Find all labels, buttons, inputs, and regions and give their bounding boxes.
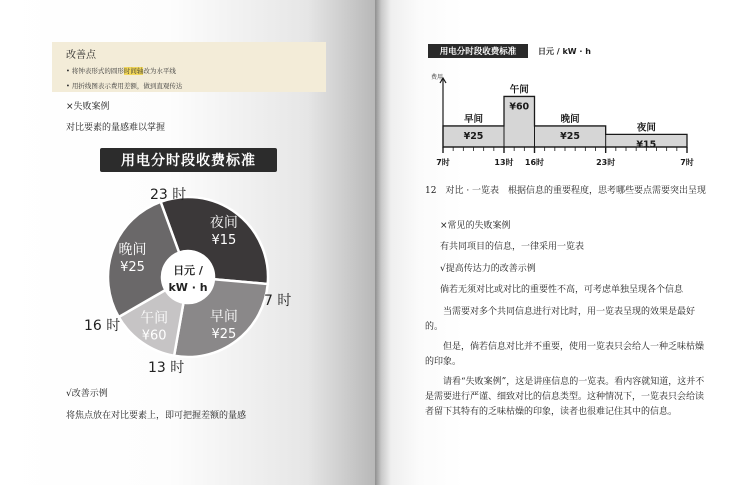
pie-segment-name-0: 夜间	[209, 215, 238, 232]
x-tick-label-0: 7时	[436, 158, 450, 167]
pie-segment-price-1: ¥25	[211, 326, 237, 342]
tip-line-1: • 将钟表形式的圆形时间轴改为水平线	[66, 67, 176, 75]
right-good-text: 倘若无须对比或对比的重要性不高，可考虑单独呈现各个信息	[440, 285, 684, 295]
right-good-heading: √提高传达力的改善示例	[440, 264, 536, 274]
pie-segment-price-0: ¥15	[211, 233, 237, 249]
pie-chart-title: 用电分时段收费标准	[100, 148, 277, 172]
y-axis-label: 费用	[431, 74, 444, 81]
step-segment-price-2: ¥25	[560, 130, 581, 142]
section-12-line1: 12 对比 · 一览表 根据信息的重要程度，思考哪些要点需要突出呈现	[425, 186, 707, 196]
step-chart-title: 用电分时段收费标准	[428, 44, 528, 58]
paragraph-3: 请看“失败案例”，这是讲座信息的一览表。看内容就知道，这并不是需要进行严谨、细致对比的信息类型。这种情况下，一览表只会给读者留下其特有的乏味枯燥的印象，读者也很难记住其中的信息。	[425, 377, 705, 417]
fail-label: ×失败案例	[66, 102, 110, 112]
right-fail-text: 有共同项目的信息，一律采用一览表	[440, 242, 585, 252]
step-segment-name-1: 午间	[509, 84, 529, 96]
paragraph-1: 当需要对多个共同信息进行对比时，用一览表呈现的效果是最好的。	[425, 307, 696, 332]
x-tick-label-4: 7时	[680, 158, 694, 167]
pie-segment-price-2: ¥60	[141, 328, 167, 344]
step-segment-price-3: ¥15	[636, 139, 657, 151]
pie-center-line1: 日元 /	[173, 264, 203, 277]
pie-center-line2: kW · h	[168, 281, 208, 294]
x-tick-label-2: 16时	[524, 158, 545, 167]
time-label-16: 16 时	[84, 318, 121, 334]
x-tick-label-3: 23时	[596, 158, 616, 167]
right-fail-heading: ×常见的失败案例	[440, 221, 511, 231]
good-description: 将焦点放在对比要素上，即可把握差额的量感	[66, 411, 247, 421]
pie-segment-name-2: 午间	[140, 310, 169, 327]
step-segment-price-1: ¥60	[509, 101, 530, 113]
x-tick-label-1: 13时	[494, 158, 514, 167]
step-segment-name-0: 早间	[463, 113, 484, 125]
fail-description: 对比要素的量感难以掌握	[66, 123, 166, 133]
pie-segment-name-1: 早间	[209, 308, 238, 325]
step-segment-name-3: 夜间	[636, 122, 656, 134]
pie-segment-price-3: ¥25	[120, 259, 145, 275]
tip-title: 改善点	[66, 50, 96, 61]
time-label-13: 13 时	[148, 360, 185, 376]
step-segment-name-2: 晚间	[560, 113, 580, 125]
time-label-23: 23 时	[150, 187, 187, 203]
pie-segment-name-3: 晚间	[118, 241, 147, 258]
tip-line-2: • 用折线图表示费用差额，做到直观传达	[66, 82, 183, 90]
paragraph-2: 但是，倘若信息对比并不重要，使用一览表只会给人一种乏味枯燥的印象。	[425, 342, 705, 367]
time-label-7: 7 时	[264, 293, 292, 309]
good-label: √改善示例	[66, 389, 108, 399]
chart-unit: 日元 / kW · h	[538, 47, 591, 56]
step-segment-price-0: ¥25	[463, 130, 484, 142]
